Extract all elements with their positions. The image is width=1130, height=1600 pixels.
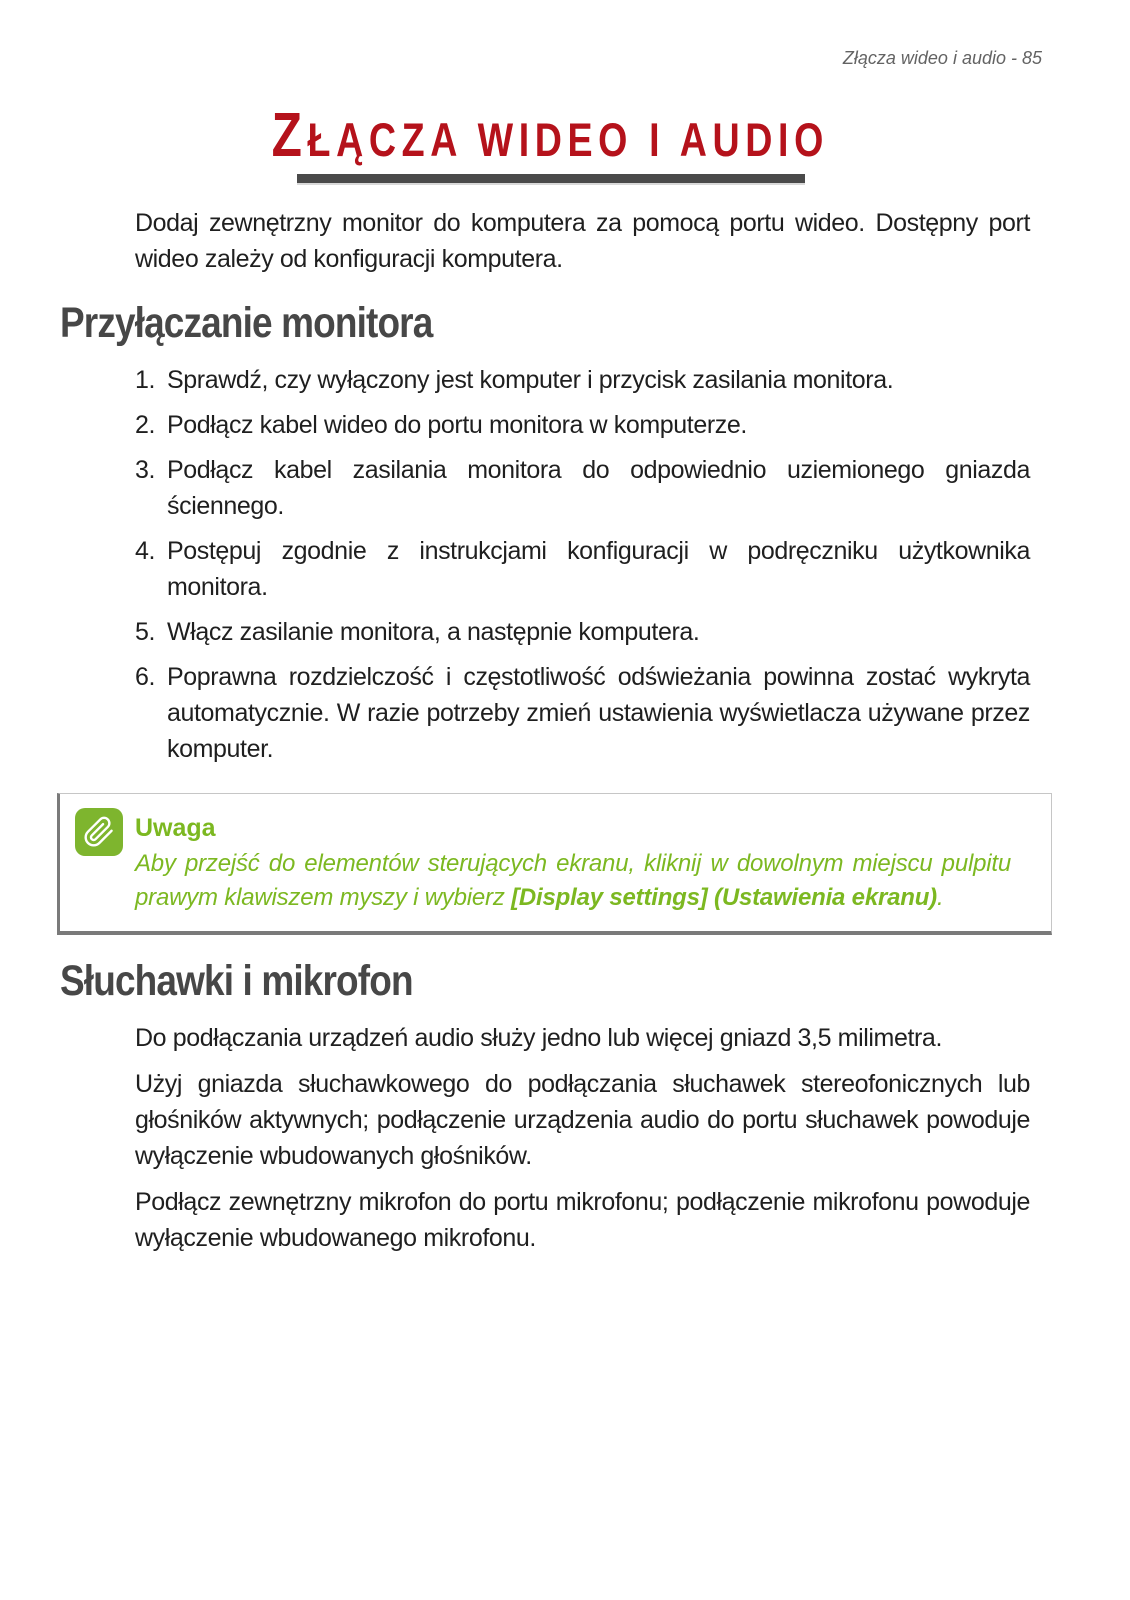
audio-paragraph: Do podłączania urządzeń audio służy jedno lub więcej gniazd 3,5 milimetra. (135, 1024, 942, 1052)
page-content (0, 205, 1130, 1256)
headphones-paragraph: Użyj gniazda słuchawkowego do podłączania słuchawek stereofonicznych lub głośników aktywnych; podłączenie urządzenia audio do portu słuchawek powoduje wyłączenie wbudowanych głośników. (135, 1070, 1030, 1170)
note-text-bold: [Display settings] (Ustawienia ekranu) (511, 884, 937, 911)
step-item: Podłącz kabel wideo do portu monitora w komputerze. (167, 411, 747, 439)
microphone-paragraph: Podłącz zewnętrzny mikrofon do portu mikrofonu; podłączenie mikrofonu powoduje wyłączenie wbudowanego mikrofonu. (135, 1188, 1030, 1252)
section-heading-connecting-monitor: Przyłączanie monitora (60, 299, 433, 347)
step-item: Włącz zasilanie monitora, a następnie komputera. (167, 618, 700, 646)
step-item: Postępuj zgodnie z instrukcjami konfiguracji w podręczniku użytkownika monitora. (167, 537, 1030, 601)
monitor-steps-list (135, 362, 1030, 767)
note-content (135, 814, 1011, 915)
note-text (135, 847, 1011, 915)
paperclip-icon (75, 808, 123, 856)
title-initial: Z (271, 101, 308, 170)
running-header: Złącza wideo i audio - 85 (842, 48, 1042, 68)
intro-paragraph: Dodaj zewnętrzny monitor do komputera za pomocą portu wideo. Dostępny port wideo zależy od konfiguracji komputera. (135, 209, 1030, 273)
title-rule (297, 174, 805, 185)
note-text-period: . (936, 884, 944, 911)
note-text-regular: Aby przejść do elementów sterujących ekranu, kliknij w dowolnym miejscu pulpitu prawym klawiszem myszy i wybierz (135, 850, 1011, 911)
note-box (57, 793, 1052, 935)
step-item: Sprawdź, czy wyłączony jest komputer i przycisk zasilania monitora. (167, 366, 894, 394)
title-rest: ŁĄCZA WIDEO I AUDIO (307, 113, 829, 166)
page-title-text (271, 100, 828, 171)
page-title (0, 100, 1100, 171)
note-label: Uwaga (135, 814, 216, 842)
section-heading-headphones-microphone: Słuchawki i mikrofon (60, 957, 413, 1005)
step-item: Poprawna rozdzielczość i częstotliwość odświeżania powinna zostać wykryta automatycznie. W razie potrzeby zmień ustawienia wyświetlacza używane przez komputer. (167, 663, 1030, 763)
step-item: Podłącz kabel zasilania monitora do odpowiednio uziemionego gniazda ściennego. (167, 456, 1030, 520)
